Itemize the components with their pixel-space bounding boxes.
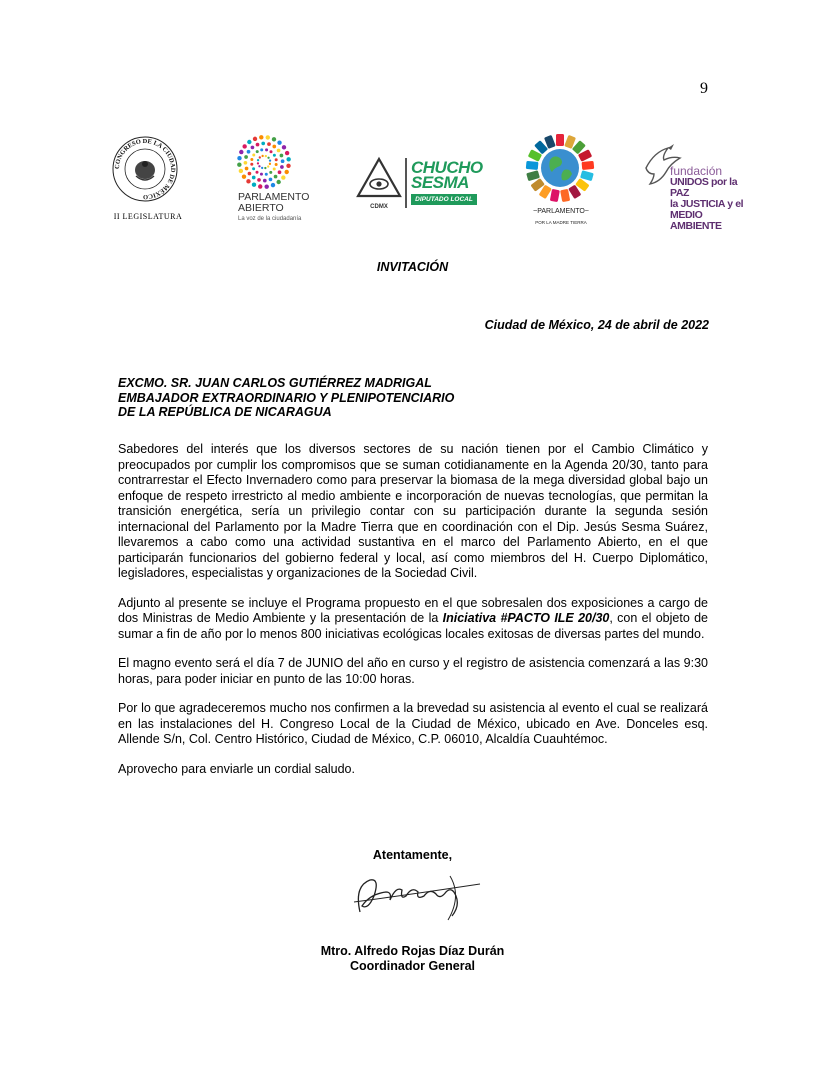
madre-tierra-title: ~PARLAMENTO~ [533, 208, 589, 215]
chucho-sesma-logo [356, 156, 483, 212]
signer-title: Coordinador General [349, 959, 476, 973]
recipient-line: DE LA REPÚBLICA DE NICARAGUA [118, 405, 332, 419]
signer-block [0, 944, 825, 974]
signature [340, 866, 490, 926]
eye-triangle-icon [356, 156, 402, 212]
letter-body [118, 442, 708, 791]
signer-name: Mtro. Alfredo Rojas Díaz Durán [320, 944, 505, 958]
closing: Atentamente, [372, 848, 453, 862]
paragraph-3: El magno evento será el día 7 de JUNIO del año en curso y el registro de asistencia comenzará a las 9:30 horas, para poder iniciar en punto de las 10:00 horas. [118, 656, 708, 686]
paragraph-4: Por lo que agradeceremos mucho nos confirmen a la brevedad su asistencia al evento el cual se realizará en las instalaciones del H. Congreso Local de la Ciudad de México, ubicado en Ave. Donceles esq. Allende S/n, Col. Centro Histórico, Ciudad de México, C.P. 06010, Alcaldía Cuauhtémoc. [118, 701, 708, 746]
logo-divider [405, 158, 407, 208]
madre-tierra-logo [516, 132, 606, 232]
dot-burst-icon [236, 134, 292, 190]
recipient-block [118, 376, 454, 420]
legislatura-label: II LEGISLATURA [113, 212, 183, 221]
congreso-logo [106, 136, 186, 226]
paragraph-5: Aprovecho para enviarle un cordial saludo. [118, 761, 355, 776]
paragraph-1: Sabedores del interés que los diversos sectores de su nación tienen por el Cambio Climático y preocupados por cumplir los compromisos que se suman cotidianamente en la Agenda 20/30, tanto para contrarrestar el Efecto Invernadero como para preservar la biomasa de la mega diversidad global bajo un enfoque de respeto irrestricto al medio ambiente e incorporación de nuevas tecnologías, que permitan la transición energética, sería un privilegio contar con su participación durante la segunda sesión internacional del Parlamento por la Madre Tierra que en coordinación con el Dip. Jesús Sesma Suárez, llevaremos a cabo como una actividad sustantiva en el marco del Parlamento Abierto, en el que participarán funcionarios del gobierno federal y local, así como miembros del H. Cuerpo Diplomático, legisladores, especialistas y organizaciones de la Sociedad Civil. [118, 442, 708, 580]
paragraph-2: Adjunto al presente se incluye el Programa propuesto en el que sobresalen dos exposiciones a cargo de dos Ministras de Medio Ambiente y la presentación de la Iniciativa #PACTO ILE 20/30, con el objeto de sumar a fin de año por lo menos 800 iniciativas ecológicas locales exitosas de diversas partes del mundo. [118, 595, 708, 641]
madre-tierra-subtitle: POR LA MADRE TIERRA [535, 220, 587, 225]
fundacion-logo [640, 138, 750, 232]
recipient-line: EXCMO. SR. JUAN CARLOS GUTIÉRREZ MADRIGAL [118, 376, 432, 390]
fundacion-text: fundación UNIDOS por la PAZ la JUSTICIA y el MEDIO AMBIENTE [670, 164, 744, 232]
date-line: Ciudad de México, 24 de abril de 2022 [484, 318, 709, 332]
earth-ring-icon [524, 132, 596, 204]
parlamento-abierto-tagline: La voz de la ciudadanía [238, 216, 302, 222]
logo-header [0, 132, 825, 232]
congreso-seal-icon [112, 136, 178, 202]
page-number: 9 [700, 80, 708, 97]
parlamento-abierto-logo [234, 134, 324, 226]
recipient-line: EMBAJADOR EXTRAORDINARIO Y PLENIPOTENCIARIO [118, 390, 455, 405]
diputado-local-badge: DIPUTADO LOCAL [411, 194, 477, 205]
svg-text:CDMX: CDMX [370, 204, 388, 210]
initiative-name: Iniciativa #PACTO ILE 20/30 [442, 611, 610, 625]
parlamento-abierto-title: PARLAMENTO ABIERTO [238, 191, 310, 214]
letter-heading: INVITACIÓN [376, 260, 449, 274]
svg-text:CONGRESO DE LA CIUDAD DE MÉXIC: CONGRESO DE LA CIUDAD DE MÉXICO [113, 137, 177, 201]
chucho-sesma-name: CHUCHO SESMA [411, 158, 483, 192]
